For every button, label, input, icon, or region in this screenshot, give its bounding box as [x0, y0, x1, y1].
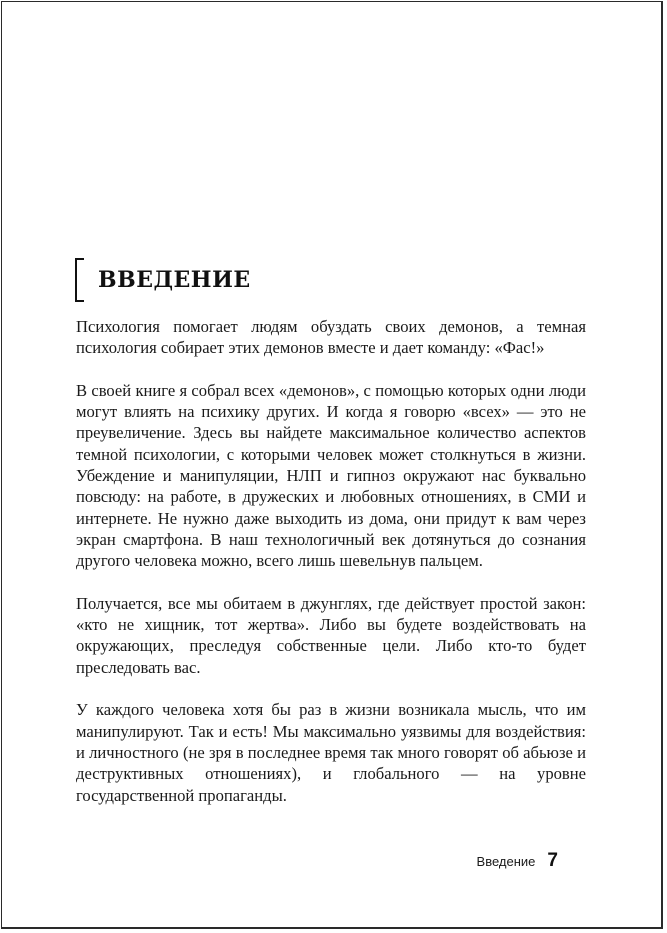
page-footer	[477, 850, 558, 872]
chapter-heading	[75, 256, 251, 304]
paragraph: У каждого человека хотя бы раз в жизни возникала мысль, что им манипулируют. Так и есть! Мы максимально уязвимы для воздействия: и личностного (не зря в последнее время так много говорят об абьюзе и деструктивных отношениях), и глобального — на уровне государственной пропаганды.	[76, 700, 586, 805]
paragraph: В своей книге я собрал всех «демонов», с помощью которых одни люди могут влиять на психику других. И когда я говорю «всех» — это не преувеличение. Здесь вы найдете максимальное количество аспектов темной психологии, с которыми человек может столкнуться в жизни. Убеждение и манипуляции, НЛП и гипноз окружают нас буквально повсюду: на работе, в дружеских и любовных отношениях, в СМИ и интернете. Не нужно даже выходить из дома, они придут к вам через экран смартфона. В наш технологичный век дотянуться до сознания другого человека можно, всего лишь шевельнув пальцем.	[76, 380, 586, 571]
page-number: 7	[547, 850, 558, 871]
paragraph: Психология помогает людям обуздать своих демонов, а темная психология собирает этих демонов вместе и дает команду: «Фас!»	[76, 317, 586, 358]
running-footer-label: Введение	[476, 854, 536, 869]
body-text	[76, 316, 586, 827]
chapter-title: ВВЕДЕНИЕ	[98, 267, 251, 293]
paragraph: Получается, все мы обитаем в джунглях, где действует простой закон: «кто не хищник, тот жертва». Либо вы будете воздействовать на окружающих, преследуя собственные цели. Либо кто-то будет преследовать вас.	[76, 593, 586, 677]
heading-bracket-decoration	[75, 258, 84, 302]
page	[1, 1, 663, 929]
